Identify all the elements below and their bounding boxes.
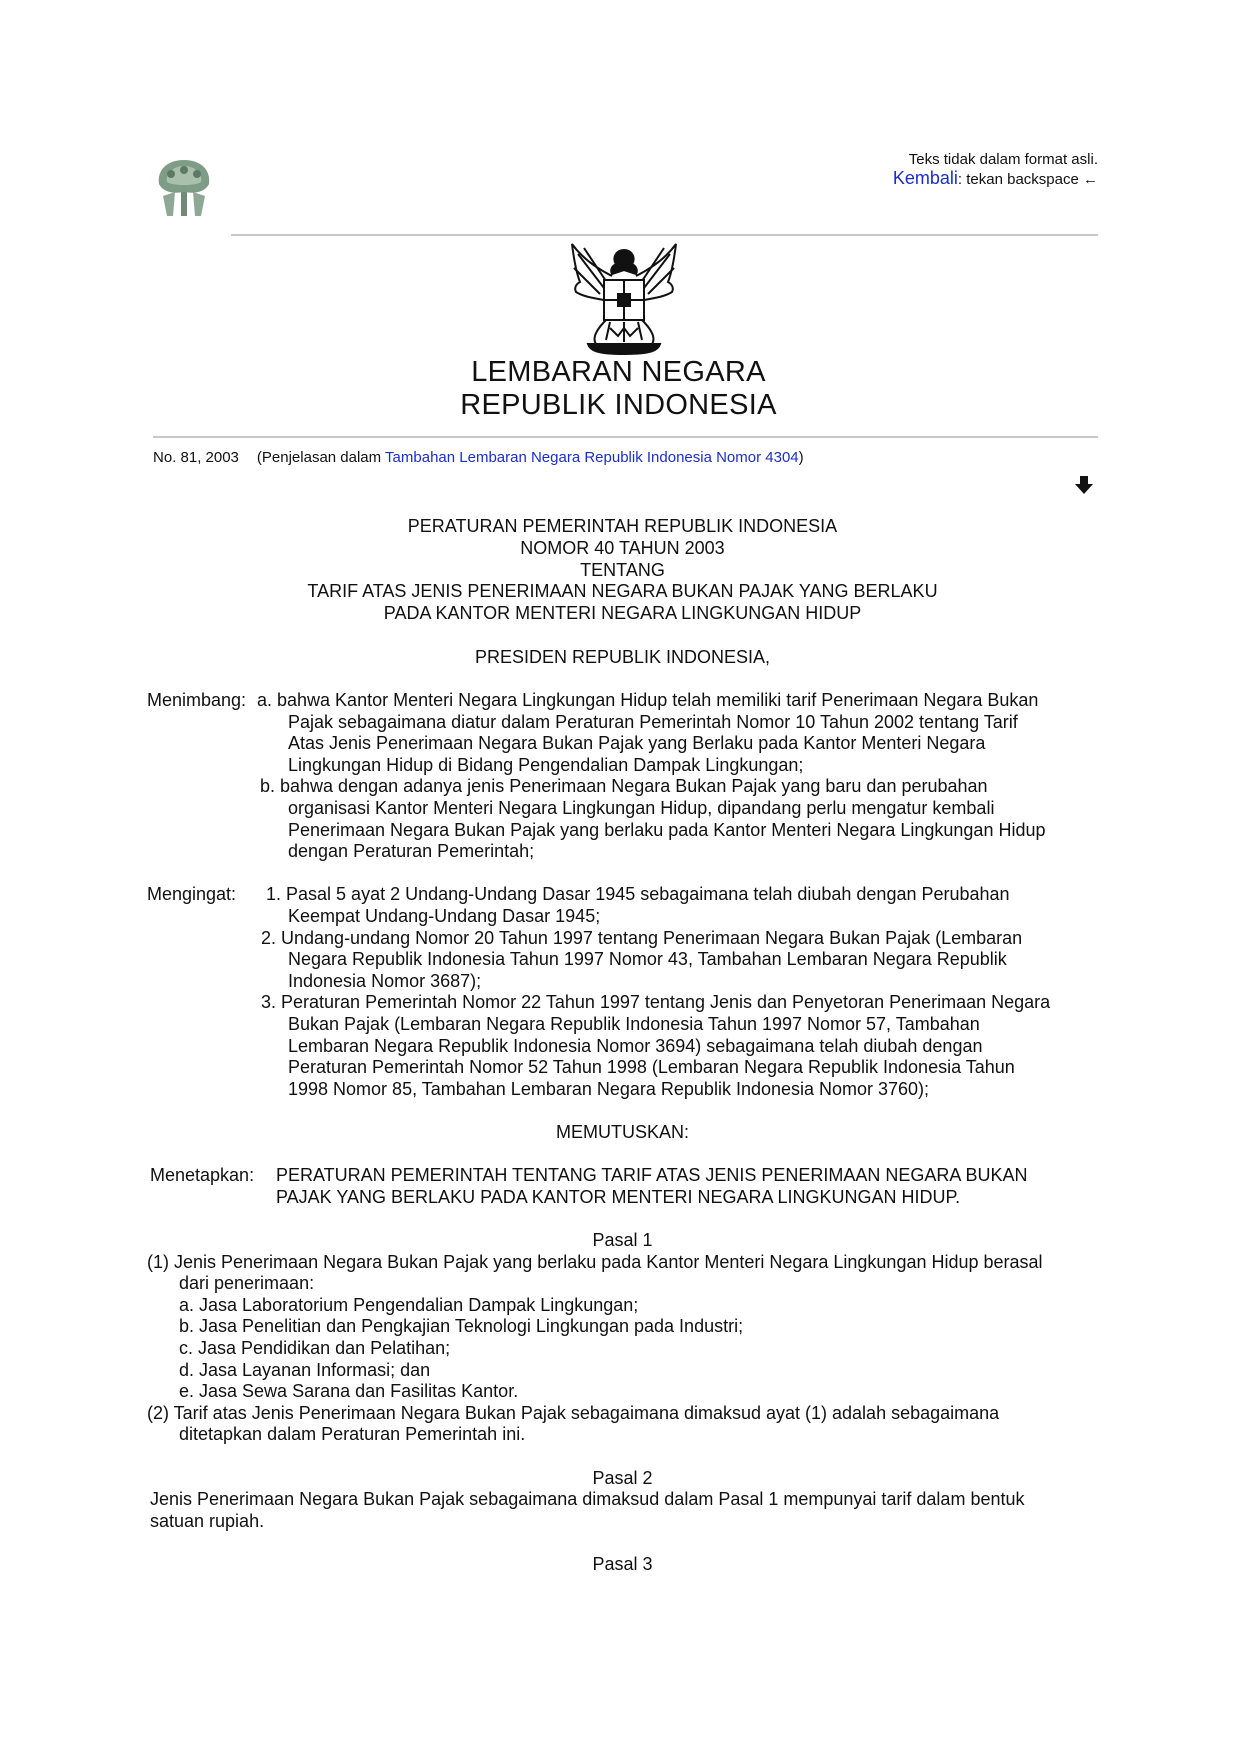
explanation-suffix: ) <box>798 449 804 466</box>
pasal2-line2: satuan rupiah. <box>150 1511 265 1531</box>
title-line1: PERATURAN PEMERINTAH REPUBLIK INDONESIA <box>407 516 838 536</box>
mengingat-2-line3: Indonesia Nomor 3687); <box>288 971 482 991</box>
format-note-text: Teks tidak dalam format asli. <box>908 151 1098 168</box>
mengingat-1-line1: 1. Pasal 5 ayat 2 Undang-Undang Dasar 1945 sebagaimana telah diubah dengan Perubahan <box>266 884 1010 904</box>
pasal1-p1-line2: dari penerimaan: <box>179 1273 315 1293</box>
pasal1-p1-line1: (1) Jenis Penerimaan Negara Bukan Pajak yang berlaku pada Kantor Menteri Negara Lingkungan Hidup berasal <box>147 1252 1043 1272</box>
menimbang-a-line2: Pajak sebagaimana diatur dalam Peraturan Pemerintah Nomor 10 Tahun 2002 tentang Tarif <box>288 712 1018 732</box>
menimbang-a-line3: Atas Jenis Penerimaan Negara Bukan Pajak yang Berlaku pada Kantor Menteri Negara <box>288 733 986 753</box>
menetapkan-line2: PAJAK YANG BERLAKU PADA KANTOR MENTERI NEGARA LINGKUNGAN HIDUP. <box>276 1187 961 1207</box>
menimbang-b-line1: b. bahwa dengan adanya jenis Penerimaan Negara Bukan Pajak yang baru dan perubahan <box>260 776 988 796</box>
pasal1-heading: Pasal 1 <box>592 1230 653 1250</box>
explanation-link[interactable]: Tambahan Lembaran Negara Republik Indonesia Nomor 4304 <box>385 449 799 466</box>
mengingat-label: Mengingat: <box>147 884 237 904</box>
explanation-prefix: (Penjelasan dalam <box>256 449 386 466</box>
mengingat-1-line2: Keempat Undang-Undang Dasar 1945; <box>288 906 601 926</box>
pasal1-item-d: d. Jasa Layanan Informasi; dan <box>179 1360 431 1380</box>
pasal1-p2-line2: ditetapkan dalam Peraturan Pemerintah ini. <box>179 1424 526 1444</box>
mengingat-3-line3: Lembaran Negara Republik Indonesia Nomor 3694) sebagaimana telah diubah dengan <box>288 1036 983 1056</box>
title-line2: NOMOR 40 TAHUN 2003 <box>520 538 725 558</box>
mengingat-3-line5: 1998 Nomor 85, Tambahan Lembaran Negara Republik Indonesia Nomor 3760); <box>288 1079 930 1099</box>
mengingat-3-line1: 3. Peraturan Pemerintah Nomor 22 Tahun 1997 tentang Jenis dan Penyetoran Penerimaan Negara <box>261 992 1051 1012</box>
title-line4: TARIF ATAS JENIS PENERIMAAN NEGARA BUKAN PAJAK YANG BERLAKU <box>307 581 938 601</box>
back-hint: : tekan backspace ← <box>957 171 1098 188</box>
mengingat-2-line1: 2. Undang-undang Nomor 20 Tahun 1997 tentang Penerimaan Negara Bukan Pajak (Lembaran <box>261 928 1023 948</box>
memutuskan-heading: MEMUTUSKAN: <box>555 1122 689 1142</box>
issue-number: No. 81, 2003 <box>153 449 239 466</box>
menetapkan-label: Menetapkan: <box>150 1165 255 1185</box>
title-line3: TENTANG <box>580 560 665 580</box>
menimbang-a-line1: a. bahwa Kantor Menteri Negara Lingkungan Hidup telah memiliki tarif Penerimaan Negara Bukan <box>257 690 1039 710</box>
pasal1-item-e: e. Jasa Sewa Sarana dan Fasilitas Kantor. <box>179 1381 519 1401</box>
pasal1-item-c: c. Jasa Pendidikan dan Pelatihan; <box>179 1338 451 1358</box>
menimbang-b-line4: dengan Peraturan Pemerintah; <box>288 841 535 861</box>
menimbang-b-line2: organisasi Kantor Menteri Negara Lingkungan Hidup, dipandang perlu mengatur kembali <box>288 798 995 818</box>
pasal3-heading: Pasal 3 <box>592 1554 653 1574</box>
president-heading: PRESIDEN REPUBLIK INDONESIA, <box>474 647 771 667</box>
back-link[interactable]: Kembali <box>892 168 958 188</box>
menimbang-a-line4: Lingkungan Hidup di Bidang Pengendalian Dampak Lingkungan; <box>288 755 804 775</box>
pasal2-heading: Pasal 2 <box>592 1468 653 1488</box>
menimbang-label: Menimbang: <box>147 690 247 710</box>
title-line5: PADA KANTOR MENTERI NEGARA LINGKUNGAN HIDUP <box>383 603 862 623</box>
masthead-line1: LEMBARAN NEGARA <box>471 356 766 388</box>
mengingat-3-line4: Peraturan Pemerintah Nomor 52 Tahun 1998 (Lembaran Negara Republik Indonesia Tahun <box>288 1057 1015 1077</box>
pasal1-item-a: a. Jasa Laboratorium Pengendalian Dampak Lingkungan; <box>179 1295 639 1315</box>
mengingat-3-line2: Bukan Pajak (Lembaran Negara Republik Indonesia Tahun 1997 Nomor 57, Tambahan <box>288 1014 980 1034</box>
masthead-line2: REPUBLIK INDONESIA <box>460 389 777 421</box>
menimbang-b-line3: Penerimaan Negara Bukan Pajak yang berlaku pada Kantor Menteri Negara Lingkungan Hidup <box>288 820 1046 840</box>
menetapkan-line1: PERATURAN PEMERINTAH TENTANG TARIF ATAS JENIS PENERIMAAN NEGARA BUKAN <box>276 1165 1028 1185</box>
mengingat-2-line2: Negara Republik Indonesia Tahun 1997 Nomor 43, Tambahan Lembaran Negara Republik <box>288 949 1007 969</box>
pasal1-item-b: b. Jasa Penelitian dan Pengkajian Teknologi Lingkungan pada Industri; <box>179 1316 744 1336</box>
pasal2-line1: Jenis Penerimaan Negara Bukan Pajak sebagaimana dimaksud dalam Pasal 1 mempunyai tarif dalam bentuk <box>150 1489 1025 1509</box>
pasal1-p2-line1: (2) Tarif atas Jenis Penerimaan Negara Bukan Pajak sebagaimana dimaksud ayat (1) adalah sebagaimana <box>147 1403 1000 1423</box>
